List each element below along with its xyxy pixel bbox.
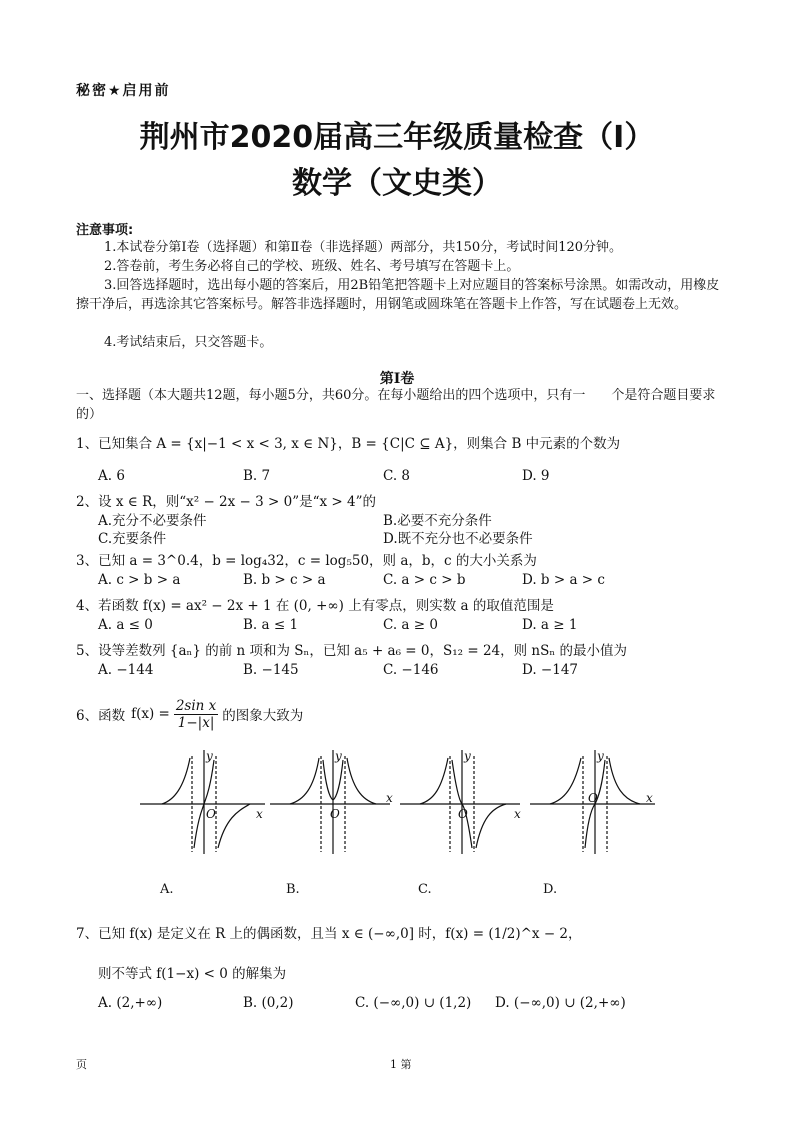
question-4-option-d: D. a ≥ 1 xyxy=(522,617,578,633)
question-6-graphs xyxy=(140,748,670,858)
graph-a xyxy=(140,750,265,854)
graph-b xyxy=(270,750,390,854)
question-6-option-b: B. xyxy=(286,882,300,897)
question-2-option-d: D.既不充分也不必要条件 xyxy=(383,531,533,547)
question-3-option-a: A. c > b > a xyxy=(98,572,181,588)
question-6-fraction xyxy=(174,698,218,731)
graph-c xyxy=(400,750,520,854)
question-5-option-c: C. −146 xyxy=(383,662,439,678)
question-6-suffix: 的图象大致为 xyxy=(222,708,304,724)
notice-item-1: 1.本试卷分第Ⅰ卷（选择题）和第Ⅱ卷（非选择题）两部分，共150分，考试时间120分钟。 xyxy=(104,240,623,255)
question-3-option-c: C. a > c > b xyxy=(383,572,466,588)
question-5-option-b: B. −145 xyxy=(243,662,299,678)
question-1-stem: 1、已知集合 A = {x|−1 < x < 3, x ∈ N}，B = {C|C ⊆ A}，则集合 B 中元素的个数为 xyxy=(76,436,621,452)
question-1-option-a: A. 6 xyxy=(98,468,125,484)
question-6-option-c: C. xyxy=(418,882,432,897)
graph-b-origin-label: O xyxy=(330,807,340,821)
part-one-title: 第Ⅰ卷 xyxy=(379,371,415,387)
question-7-stem: 7、已知 f(x) 是定义在 R 上的偶函数，且当 x ∈ (−∞,0] 时，f(x) = (1/2)^x − 2， xyxy=(76,926,582,942)
question-7-line2: 则不等式 f(1−x) < 0 的解集为 xyxy=(98,966,287,982)
graph-a-y-label: y xyxy=(206,749,213,763)
question-5-option-a: A. −144 xyxy=(98,662,154,678)
question-2-option-c: C.充要条件 xyxy=(98,531,167,547)
notice-item-3: 3.回答选择题时，选出每小题的答案后，用2B铅笔把答题卡上对应题目的答案标号涂黑。如需改动，用橡皮擦干净后，再选涂其它答案标号。解答非选择题时，用钢笔或圆珠笔在答题卡上作答，写在试题卷上无效。 xyxy=(76,278,720,312)
graph-a-x-label: x xyxy=(256,807,263,821)
question-5-stem: 5、设等差数列 {aₙ} 的前 n 项和为 Sₙ，已知 a₅ + a₆ = 0，S₁₂ = 24，则 nSₙ 的最小值为 xyxy=(76,643,627,659)
question-1-option-b: B. 7 xyxy=(243,468,271,484)
notice-heading: 注意事项: xyxy=(76,223,134,238)
footer-page-label: 页 xyxy=(76,1058,87,1071)
question-6-numerator: 2sin x xyxy=(175,697,217,714)
question-7-option-d: D. (−∞,0) ∪ (2,+∞) xyxy=(495,995,626,1011)
graph-c-curve-left xyxy=(420,758,448,804)
question-1-option-d: D. 9 xyxy=(522,468,550,484)
graph-c-curve-right xyxy=(476,804,506,848)
graph-c-origin-label: O xyxy=(458,807,468,821)
section-one-instructions: 一、选择题（本大题共12题，每小题5分，共60分。在每小题给出的四个选项中，只有一 个是符合题目要求的） xyxy=(76,388,716,422)
question-4-option-c: C. a ≥ 0 xyxy=(383,617,438,633)
question-6-fx: f(x) = xyxy=(131,706,170,722)
question-3-option-b: B. b > c > a xyxy=(243,572,326,588)
question-3-option-d: D. b > a > c xyxy=(522,572,605,588)
confidential-mark: 秘密★启用前 xyxy=(76,83,171,99)
graph-b-x-label: x xyxy=(386,791,393,805)
question-5-option-d: D. −147 xyxy=(522,662,579,678)
graph-d-x-label: x xyxy=(646,791,653,805)
notice-item-4: 4.考试结束后，只交答题卡。 xyxy=(104,335,273,350)
graph-b-y-label: y xyxy=(335,749,342,763)
graph-a-curve-left xyxy=(162,758,190,804)
question-4-option-a: A. a ≤ 0 xyxy=(98,617,153,633)
question-2-option-a: A.充分不必要条件 xyxy=(98,513,207,529)
question-6-option-a: A. xyxy=(160,882,174,897)
question-7-option-b: B. (0,2) xyxy=(243,995,294,1011)
graph-b-curve-right xyxy=(347,758,376,804)
graph-c-y-label: y xyxy=(464,749,471,763)
question-4-option-b: B. a ≤ 1 xyxy=(243,617,299,633)
graph-a-origin-label: O xyxy=(206,807,216,821)
graph-d-y-label: y xyxy=(597,749,604,763)
question-6-stem xyxy=(76,694,303,734)
question-7-option-c: C. (−∞,0) ∪ (1,2) xyxy=(355,995,472,1011)
graph-d-curve-left xyxy=(550,758,581,804)
exam-subtitle: 数学（文史类） xyxy=(292,166,502,201)
question-3-stem: 3、已知 a = 3^0.4，b = log₄32，c = log₅50，则 a，b，c 的大小关系为 xyxy=(76,553,537,569)
question-1-option-c: C. 8 xyxy=(383,468,411,484)
question-7-option-a: A. (2,+∞) xyxy=(98,995,163,1011)
question-2-option-b: B.必要不充分条件 xyxy=(383,513,492,529)
graph-b-curve-left xyxy=(290,758,319,804)
question-6-option-d: D. xyxy=(543,882,558,897)
graph-d-curve-right xyxy=(609,758,640,804)
question-2-stem: 2、设 x ∈ R，则“x² − 2x − 3 > 0”是“x > 4”的 xyxy=(76,494,377,510)
graph-c-x-label: x xyxy=(514,807,521,821)
question-6-denominator: 1−|x| xyxy=(177,714,215,731)
question-4-stem: 4、若函数 f(x) = ax² − 2x + 1 在 (0, +∞) 上有零点，则实数 a 的取值范围是 xyxy=(76,598,554,614)
exam-title: 荆州市2020届高三年级质量检查（Ⅰ） xyxy=(139,120,655,155)
question-6-prefix: 6、函数 xyxy=(76,708,126,724)
footer-page-number: 1 第 xyxy=(390,1058,412,1071)
graph-a-curve-right xyxy=(218,804,250,848)
notice-item-2: 2.答卷前，考生务必将自己的学校、班级、姓名、考号填写在答题卡上。 xyxy=(104,259,520,274)
graph-d-origin-label: O xyxy=(588,791,598,805)
